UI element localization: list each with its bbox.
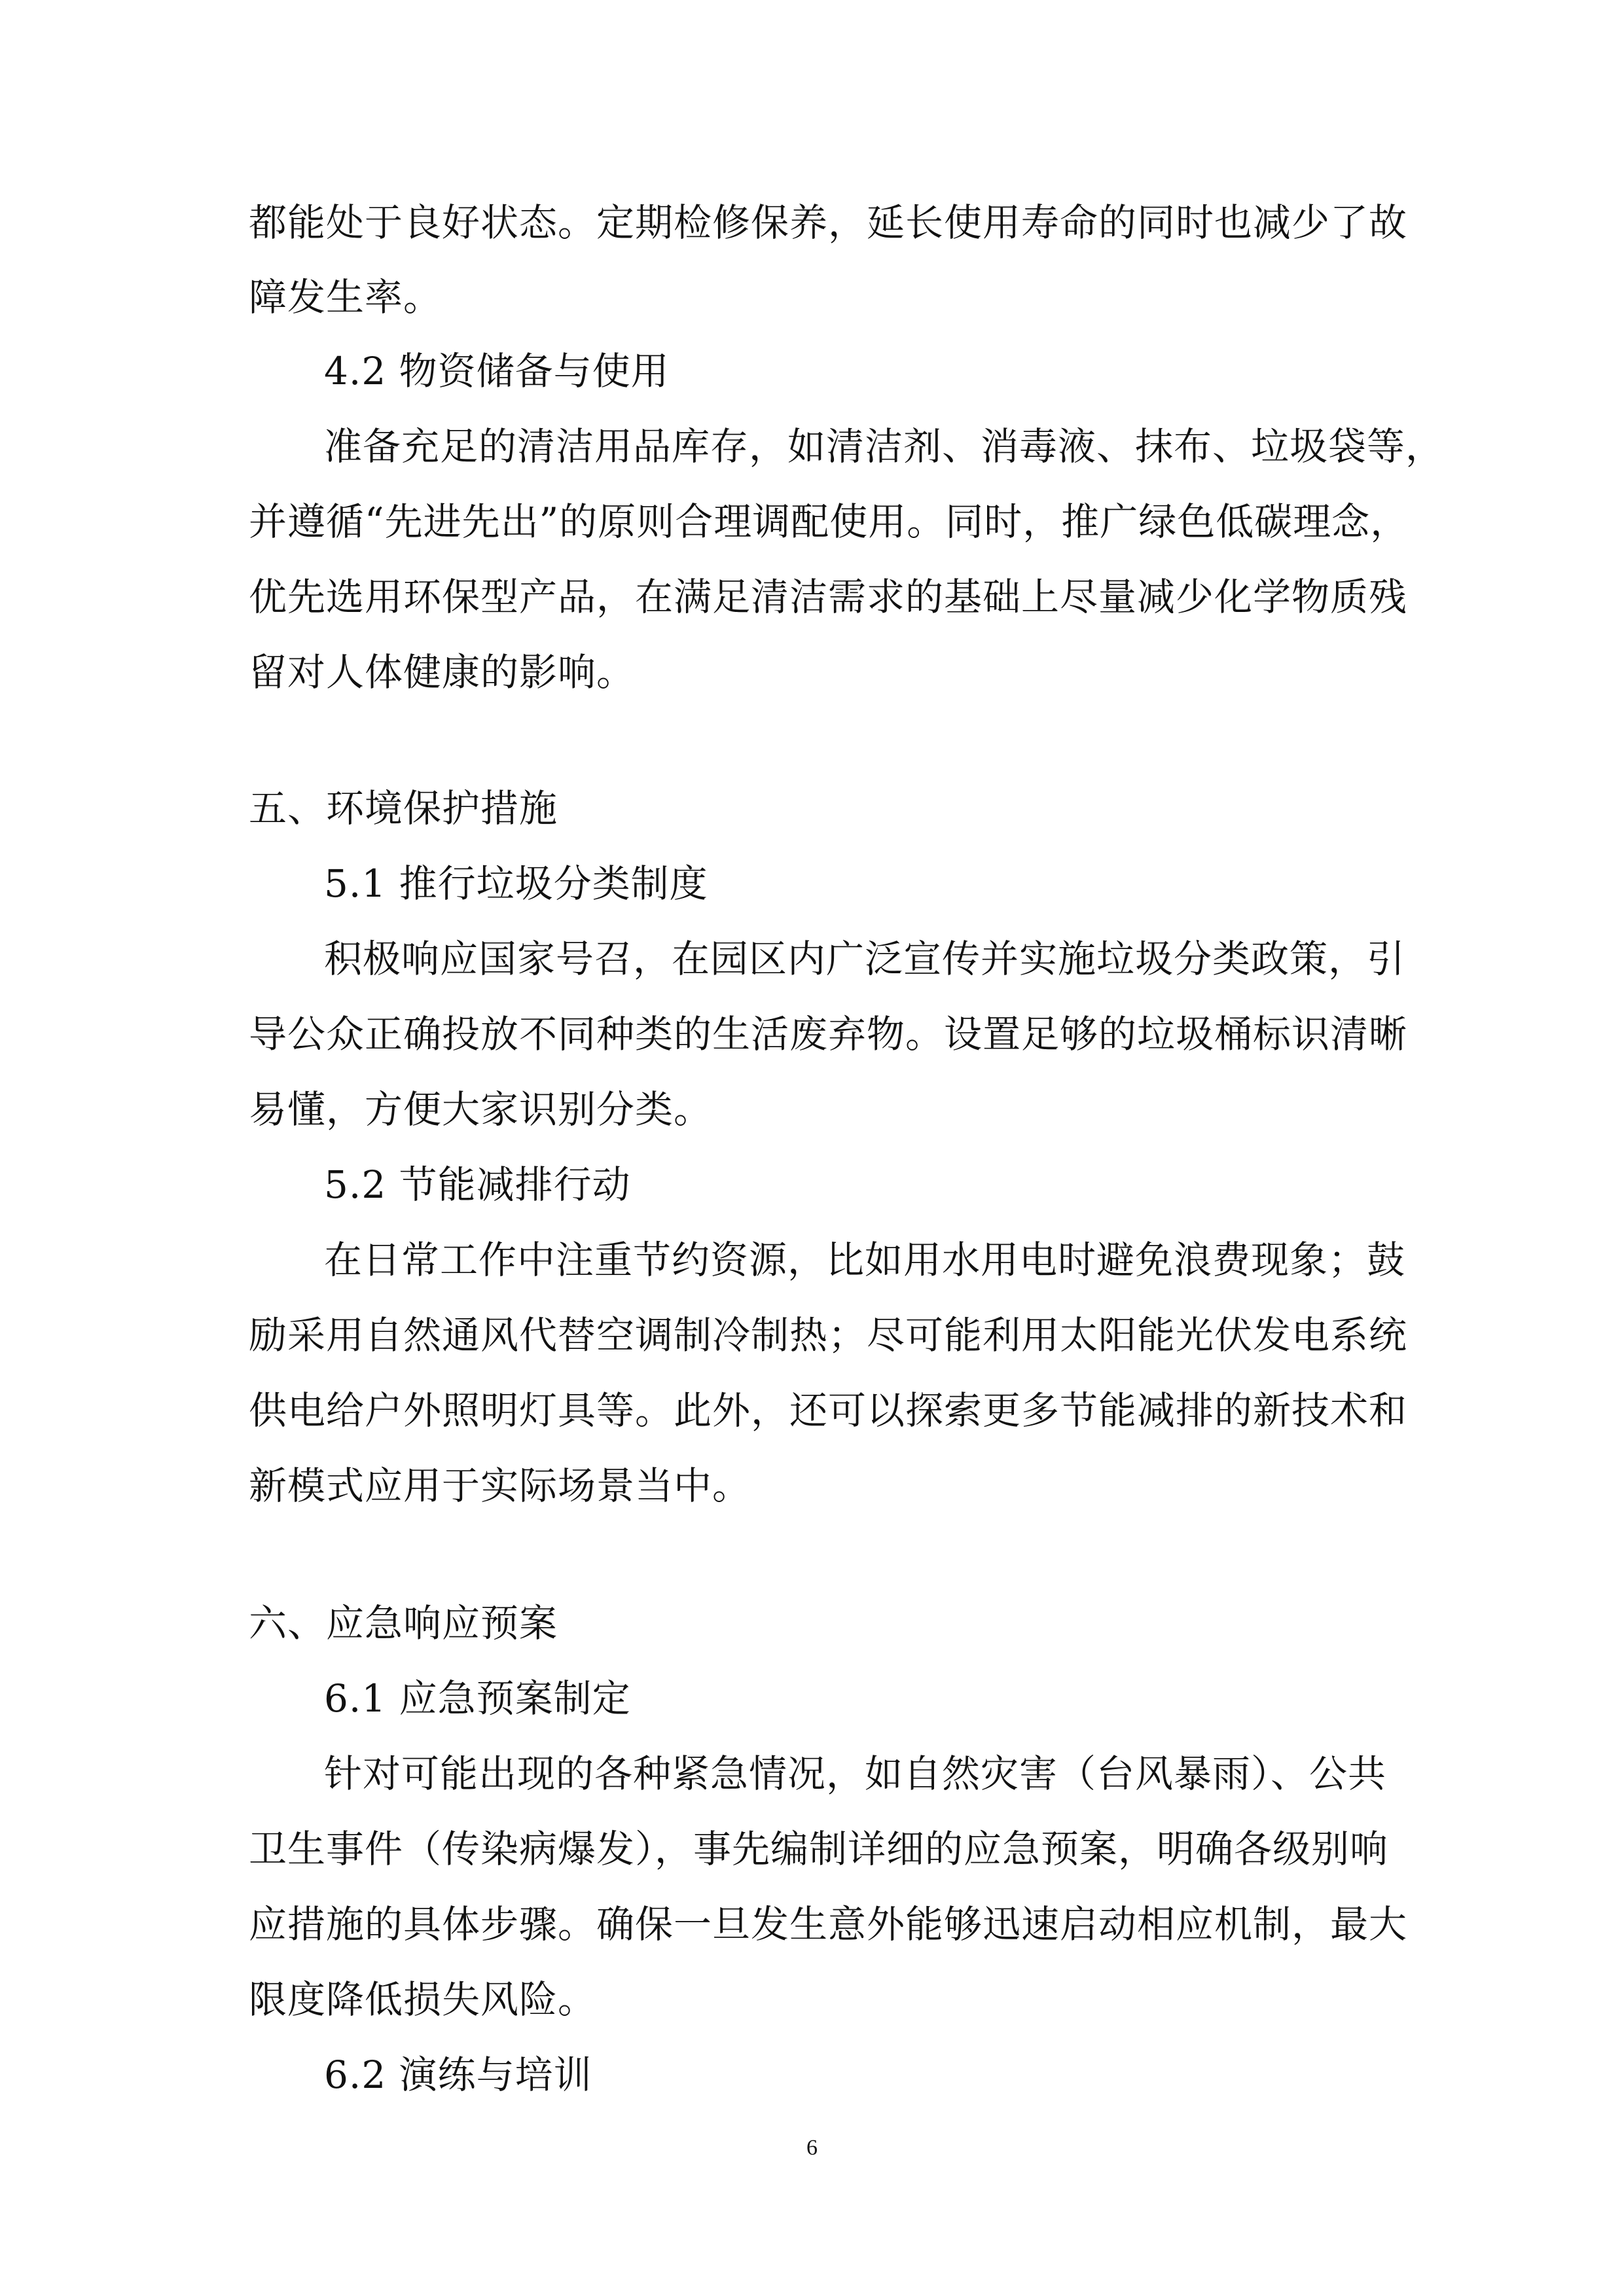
body-text-line: 留对人体健康的影响。: [249, 650, 636, 694]
chapter-heading-5: 五、环境保护措施: [249, 786, 558, 831]
body-text-line: 积极响应国家号召，在园区内广泛宣传并实施垃圾分类政策，引: [324, 937, 1406, 981]
body-text-line: 在日常工作中注重节约资源，比如用水用电时避免浪费现象；鼓: [324, 1238, 1406, 1282]
body-text-line: 应措施的具体步骤。确保一旦发生意外能够迅速启动相应机制，最大: [249, 1902, 1408, 1946]
section-heading-6-1: 6.1 应急预案制定: [324, 1676, 631, 1721]
body-text-line: 针对可能出现的各种紧急情况，如自然灾害（台风暴雨）、公共: [324, 1751, 1387, 1796]
body-text-line: 卫生事件（传染病爆发），事先编制详细的应急预案，明确各级别响: [249, 1827, 1389, 1871]
page-number: 6: [806, 2136, 818, 2160]
section-heading-6-2: 6.2 演练与培训: [324, 2053, 592, 2097]
body-text-line: 易懂，方便大家识别分类。: [249, 1087, 713, 1132]
body-text-line: 并遵循“先进先出”的原则合理调配使用。同时，推广绿色低碳理念，: [249, 499, 1409, 544]
body-text-line: 励采用自然通风代替空调制冷制热；尽可能利用太阳能光伏发电系统: [249, 1313, 1408, 1357]
section-heading-5-2: 5.2 节能减排行动: [324, 1162, 631, 1207]
body-text-line: 都能处于良好状态。定期检修保养，延长使用寿命的同时也减少了故: [249, 200, 1408, 245]
body-text-line: 优先选用环保型产品，在满足清洁需求的基础上尽量减少化学物质残: [249, 575, 1408, 619]
chapter-heading-6: 六、应急响应预案: [249, 1601, 558, 1645]
body-text-line: 供电给户外照明灯具等。此外，还可以探索更多节能减排的新技术和: [249, 1388, 1408, 1433]
body-text-line: 导公众正确投放不同种类的生活废弃物。设置足够的垃圾桶标识清晰: [249, 1012, 1408, 1056]
body-text-line: 新模式应用于实际场景当中。: [249, 1463, 751, 1508]
section-heading-5-1: 5.1 推行垃圾分类制度: [324, 861, 708, 906]
section-heading-4-2: 4.2 物资储备与使用: [324, 349, 670, 393]
body-text-line: 准备充足的清洁用品库存，如清洁剂、消毒液、抹布、垃圾袋等，: [324, 424, 1445, 469]
body-text-line: 障发生率。: [249, 275, 442, 319]
body-text-line: 限度降低损失风险。: [249, 1977, 597, 2022]
